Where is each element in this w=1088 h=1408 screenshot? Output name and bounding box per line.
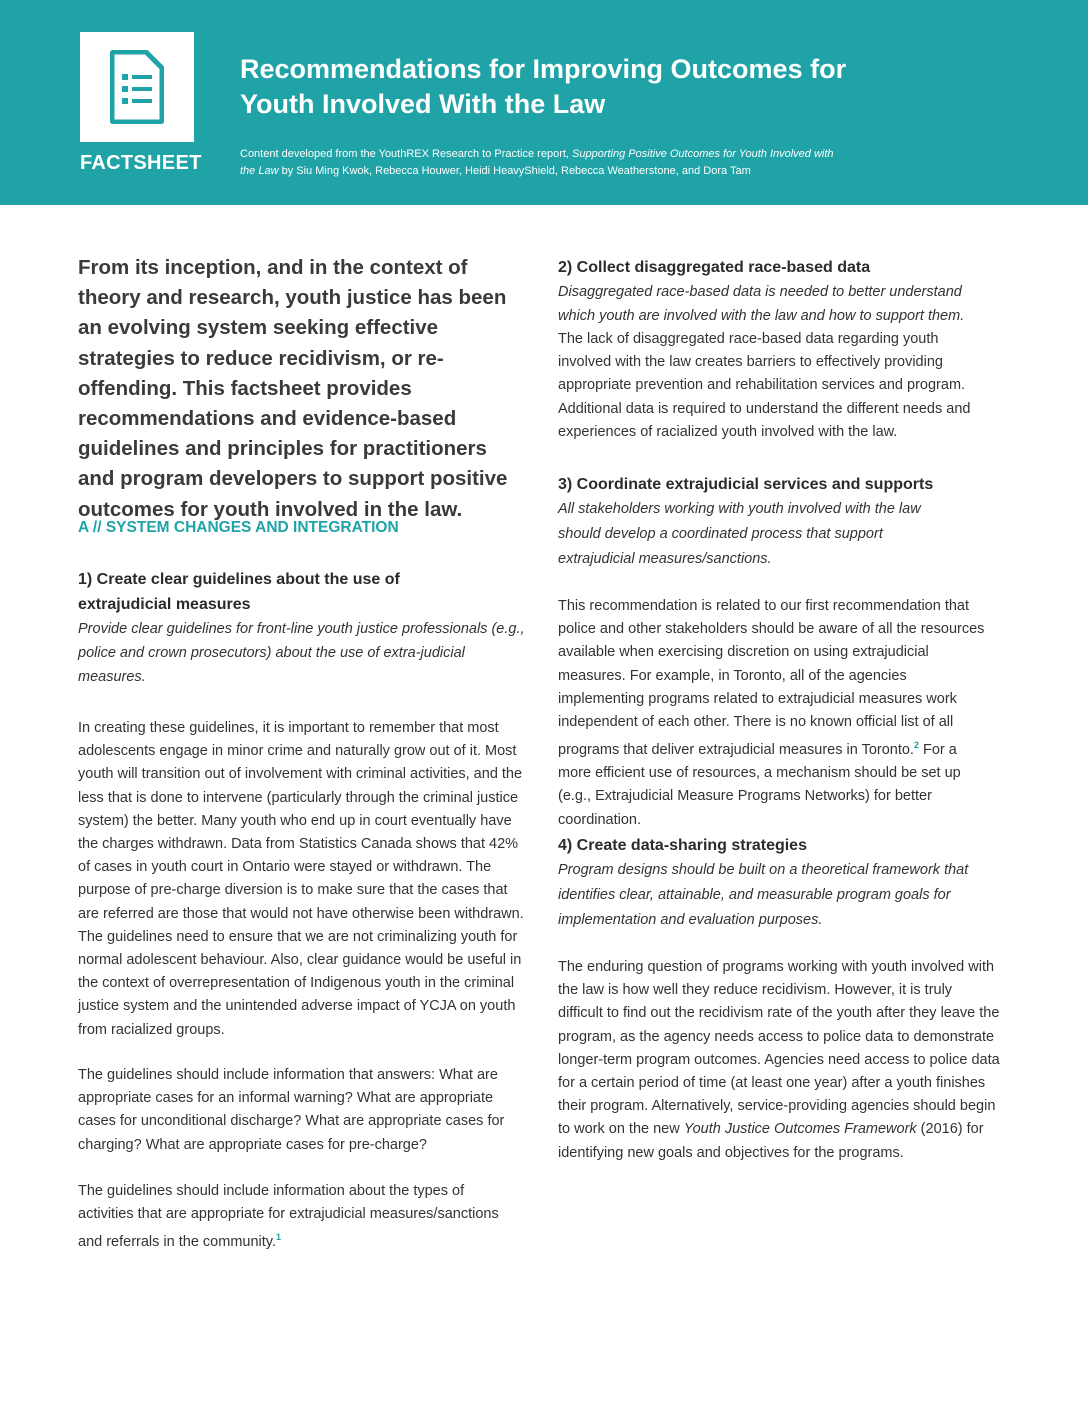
- rec1-paragraph-1: In creating these guidelines, it is important to remember that most adolescents engage in minor crime and naturally grow out of it. Most youth will transition out of involvement with criminal activities, and the less that is done to intervene (particularly through the criminal justice system) the better. Many youth who end up in court eventually have the charges withdrawn. Data from Statistics Canada shows that 42% of cases in youth court in Ontario were stayed or withdrawn. The purpose of pre-charge diversion is to make sure that the cases that are referred are those that would not have otherwise been withdrawn. The guidelines need to ensure that we are not criminalizing youth for normal adolescent behaviour. Also, clear guidance would be useful in the context of overrepresentation of Indigenous youth in the criminal justice system and the unintended adverse impact of YCJA on youth from racialized groups.: [78, 720, 524, 1038]
- rec1-header: [78, 567, 528, 689]
- credit-suffix: by Siu Ming Kwok, Rebecca Houwer, Heidi HeavyShield, Rebecca Weatherstone, and Dora Tam: [278, 165, 751, 177]
- footnote-1[interactable]: 1: [275, 1232, 281, 1243]
- rec1-paragraph-2: The guidelines should include information that answers: What are appropriate cases for an informal warning? What are appropriate cases for unconditional discharge? What are appropriate cases for charging? What are appropriate cases for pre-charge?: [78, 1067, 505, 1153]
- rec1-paragraph-3: [78, 1180, 523, 1254]
- credit-report-title: Supporting Positive Outcomes for Youth Involved with the Law: [240, 148, 834, 177]
- rec3-header: [558, 472, 940, 572]
- rec3-paragraph: [558, 595, 993, 832]
- credit-prefix: Content developed from the YouthREX Research to Practice report,: [240, 148, 573, 160]
- logo-box: [80, 32, 194, 142]
- rec3-paragraph-text-b: For a more efficient use of resources, a mechanism should be set up (e.g., Extrajudicial Measure Programs Networks) for better coordination.: [558, 742, 961, 828]
- rec2-title: 2) Collect disaggregated race-based data: [558, 259, 871, 276]
- rec3-lead: All stakeholders working with youth involved with the law should develop a coordinated process that support extrajudicial measures/sanctions.: [558, 501, 921, 567]
- intro-paragraph: From its inception, and in the context of theory and research, youth justice has been an evolving system seeking effective strategies to reduce recidivism, or re-offending. This factsheet provides recommendations and evidence-based guidelines and principles for practitioners and program developers to support positive outcomes for youth involved in the law.: [78, 256, 508, 521]
- footnote-2[interactable]: 2: [913, 740, 919, 751]
- factsheet-badge: FACTSHEET: [80, 152, 202, 174]
- rec4-paragraph: [558, 956, 1000, 1165]
- rec3-paragraph-text-a: This recommendation is related to our first recommendation that police and other stakeholders should be aware of all the resources available when exercising discretion on using extrajudicial measures. For example, in Toronto, all of the agencies implementing programs related to extrajudicial measures work independent of each other. There is no known official list of all programs that deliver extrajudicial measures in Toronto.: [558, 598, 985, 759]
- rec2-lead: Disaggregated race-based data is needed to better understand which youth are involved with the law and how to support them.: [558, 284, 965, 324]
- rec4-paragraph-text-b: (2016) for identifying new goals and objectives for the programs.: [558, 1121, 984, 1161]
- rec2-block: [558, 255, 988, 444]
- rec4-title: 4) Create data-sharing strategies: [558, 837, 807, 854]
- section-heading-a: A // SYSTEM CHANGES AND INTEGRATION: [78, 519, 399, 536]
- header-banner: [0, 0, 1088, 205]
- rec1-paragraph-3-text: The guidelines should include information about the types of activities that are appropriate for extrajudicial measures/sanctions and referrals in the community.: [78, 1183, 499, 1251]
- framework-title: Youth Justice Outcomes Framework: [683, 1121, 917, 1138]
- credit-line: [240, 146, 840, 180]
- page-title: Recommendations for Improving Outcomes for Youth Involved With the Law: [240, 54, 847, 119]
- rec4-lead: Program designs should be built on a theoretical framework that identifies clear, attainable, and measurable program goals for implementation and evaluation purposes.: [558, 862, 969, 928]
- document-list-icon: [110, 50, 164, 124]
- rec1-lead: Provide clear guidelines for front-line youth justice professionals (e.g., police and crown prosecutors) about the use of extra-judicial measures.: [78, 621, 525, 685]
- rec1-title: 1) Create clear guidelines about the use of extrajudicial measures: [78, 571, 400, 613]
- rec4-paragraph-text-a: The enduring question of programs working with youth involved with the law is how well they reduce recidivism. However, it is truly difficult to find out the recidivism rate of the youth after they leave the program, as the agency needs access to police data to demonstrate longer-term program outcomes. Agencies need access to police data for a certain period of time (at least one year) after a youth finishes their program. Alternatively, service-providing agencies should begin to work on the new: [558, 959, 1000, 1138]
- rec3-title: 3) Coordinate extrajudicial services and supports: [558, 476, 934, 493]
- rec2-paragraph: The lack of disaggregated race-based data regarding youth involved with the law creates barriers to effectively providing appropriate prevention and rehabilitation services and program. Additional data is required to understand the different needs and experiences of racialized youth involved with the law.: [558, 331, 971, 440]
- rec4-header: [558, 833, 988, 933]
